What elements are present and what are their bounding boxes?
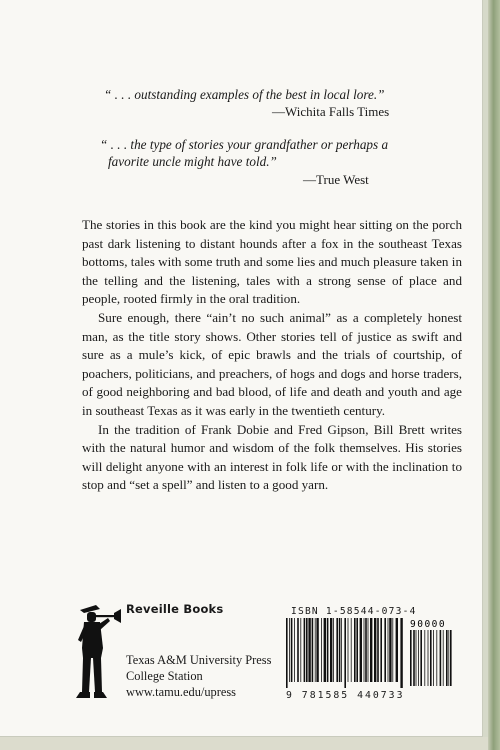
description-paragraph-2: Sure enough, there “ain’t no such animal” as a completely honest man, as the title story shows. Other stories tell of justice as swift and sure as a mule’s kick, of epic brawls and the trials of courtship, of poachers, politicians, and preachers, of hogs and dogs and horse traders, of good neighboring and bad blood, of life and death and youth and age in southeast Texas as it was early in the twentieth century. — [82, 309, 462, 418]
isbn-label: ISBN 1-58544-073-4 — [291, 606, 417, 617]
publisher-city: College Station — [126, 669, 203, 683]
spine-edge — [488, 0, 500, 750]
blurb-attribution-1: —Wichita Falls Times — [272, 104, 390, 119]
price-code-text: 90000 — [410, 619, 447, 630]
book-description — [82, 216, 462, 495]
series-logo-text: Reveille Books — [126, 602, 224, 616]
bugler-logo-icon — [70, 596, 122, 708]
barcode-digits: 9 781585 440733 — [286, 690, 405, 701]
blurb-quote-1: “ . . . outstanding examples of the best in local lore.” — [104, 87, 385, 102]
description-paragraph-1: The stories in this book are the kind you might hear sitting on the porch past dark listening to distant hounds after a fox in the southeast Texas bottoms, tales with some truth and some lies and much pleasure taken in the telling and the listening, tales with a strong sense of place and people, rooted firmly in the oral tradition. — [82, 217, 462, 307]
blurb-quote-2-line-2: favorite uncle might have told.” — [108, 154, 277, 169]
description-paragraph-3: In the tradition of Frank Dobie and Fred Gipson, Bill Brett writes with the natural humor and wisdom of the folk themselves. His stories will delight anyone with an interest in folk life or with the inclination to stop and “set a spell” and listen to a good yarn. — [82, 421, 462, 493]
publisher-name: Texas A&M University Press — [126, 653, 272, 667]
blurb-quote-2-line-1: “ . . . the type of stories your grandfather or perhaps a — [100, 137, 389, 152]
blurb-attribution-2: —True West — [303, 172, 369, 187]
publisher-website: www.tamu.edu/upress — [126, 685, 237, 699]
bottom-edge — [0, 737, 488, 750]
barcode-icon — [284, 618, 456, 690]
